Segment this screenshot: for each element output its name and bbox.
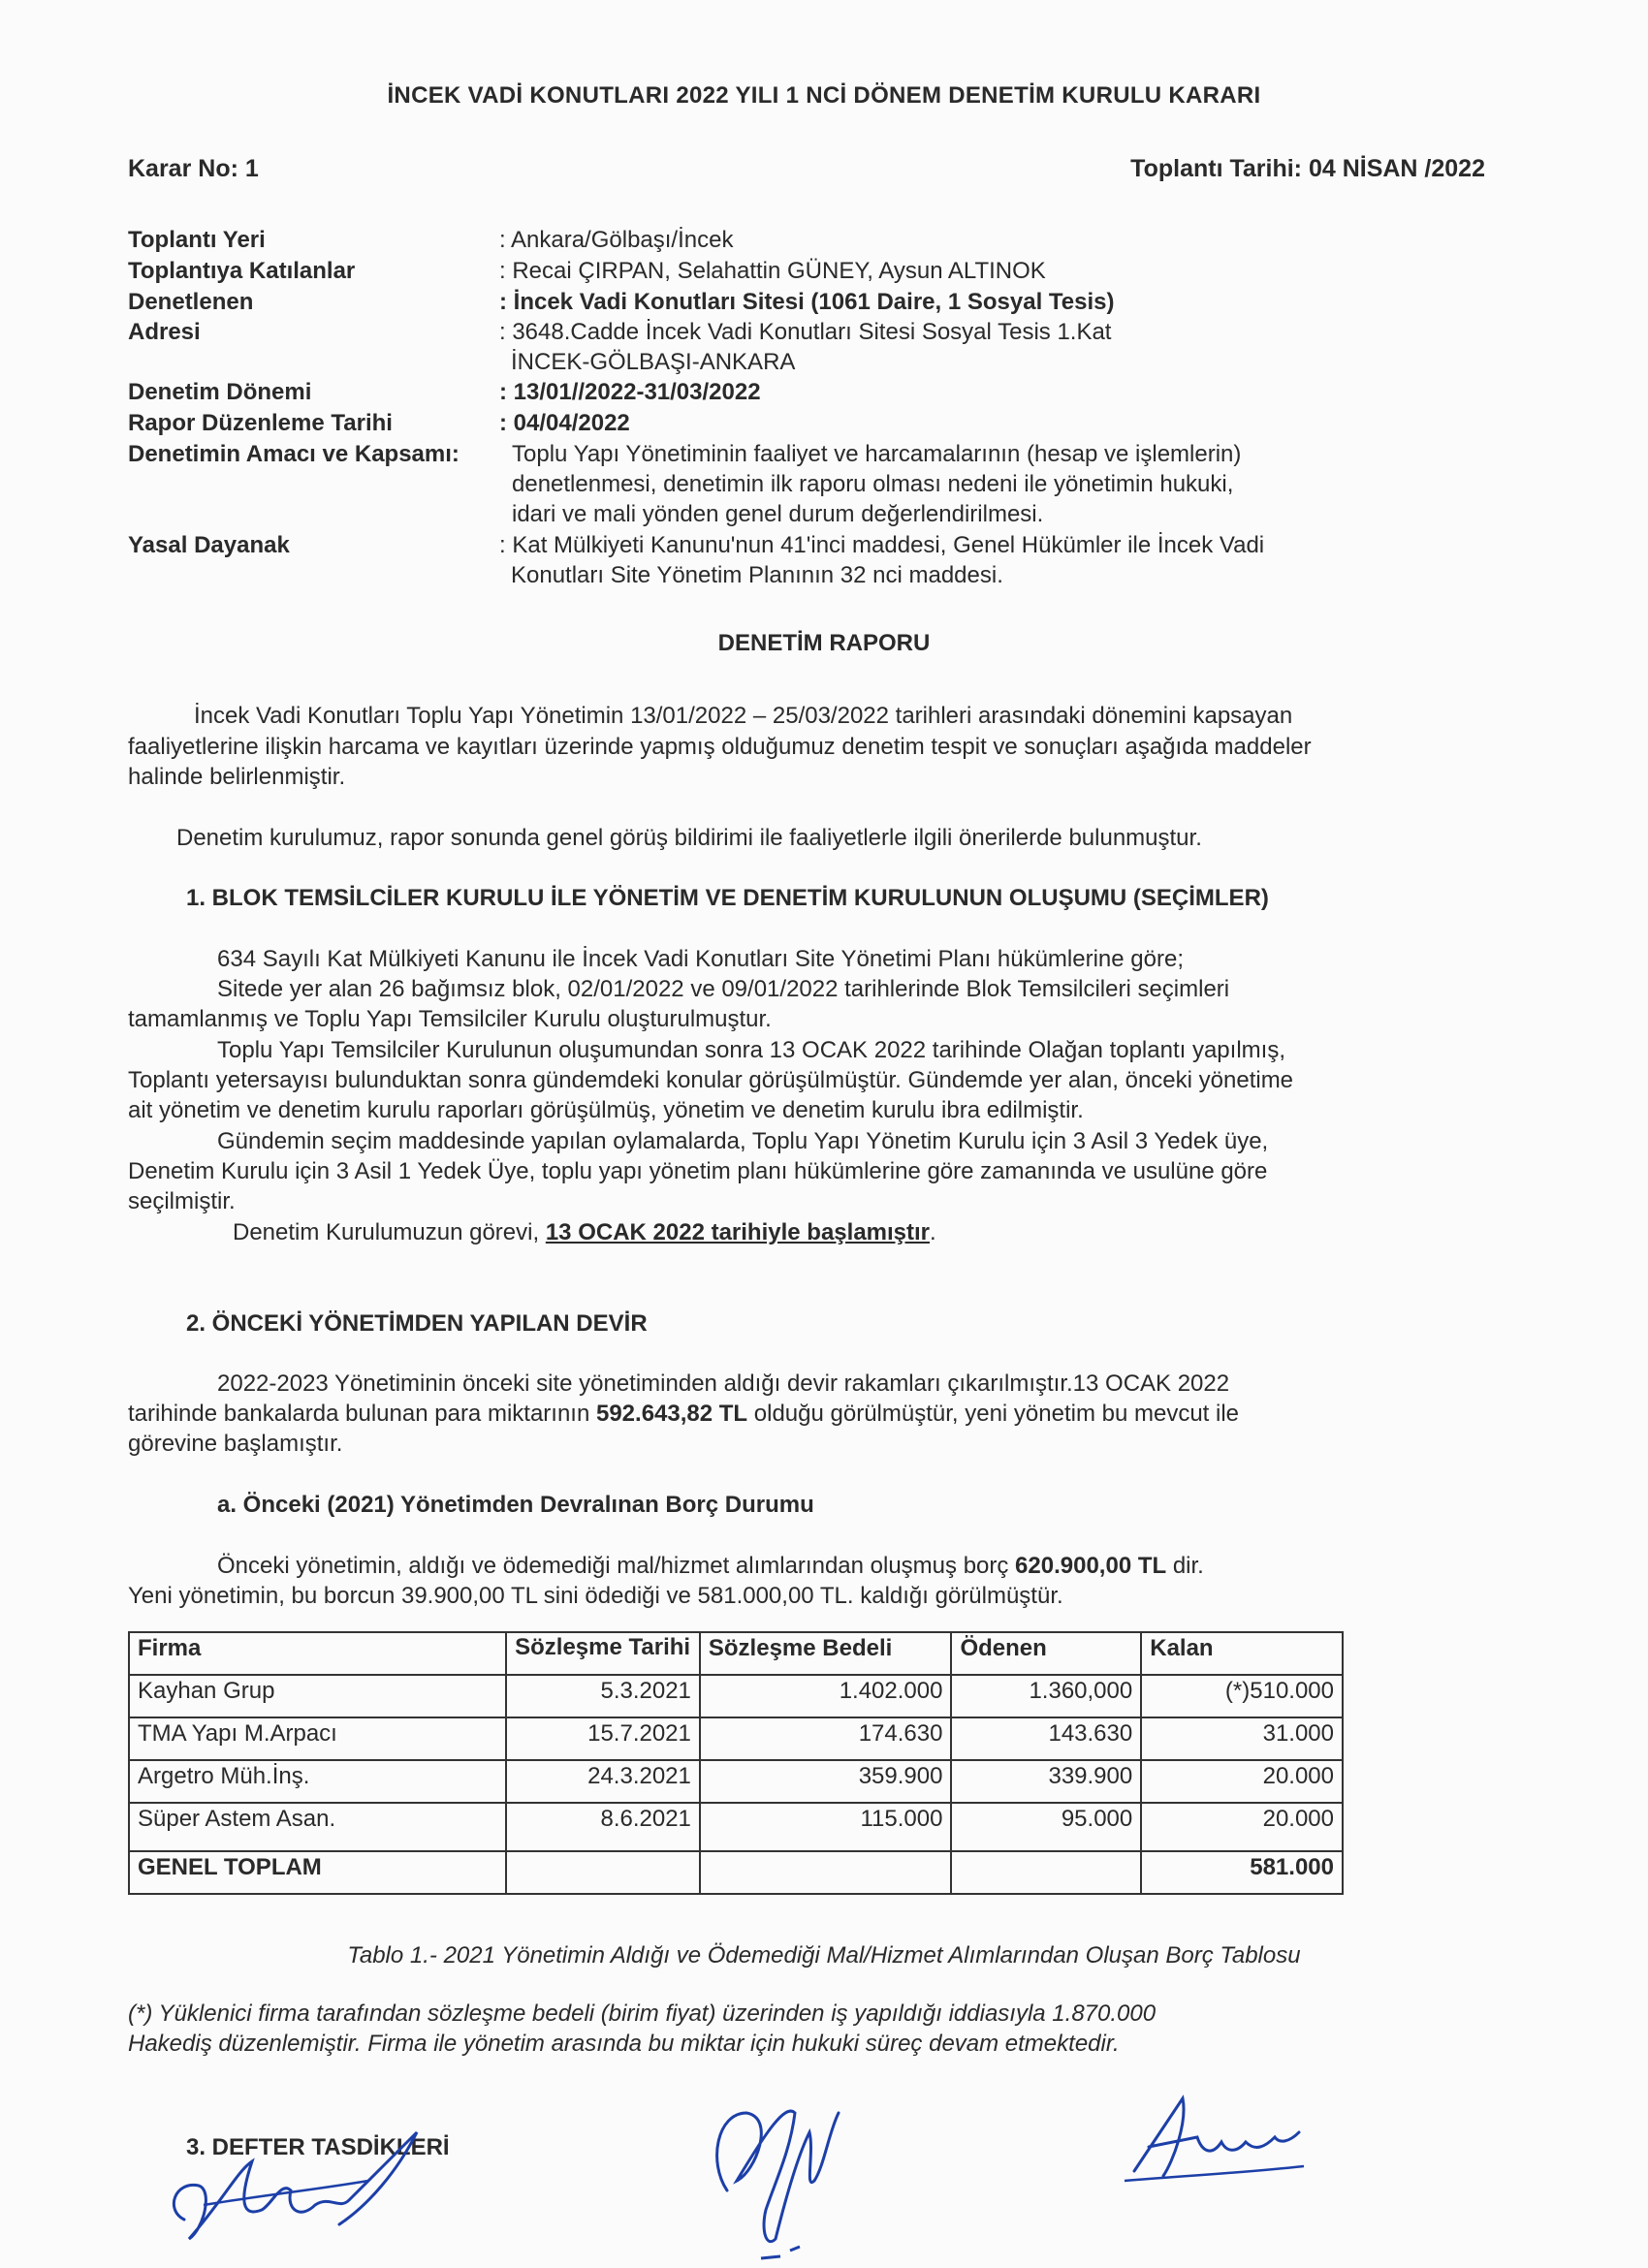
footnote-line: Hakediş düzenlemiştir. Firma ile yönetim arasında bu miktar için hukuki süreç devam etmektedir.: [128, 2031, 1120, 2057]
table-row: [129, 1717, 1343, 1760]
scope-label: Denetimin Amacı ve Kapsamı:: [128, 441, 460, 467]
info-value: : 04/04/2022: [499, 410, 630, 436]
info-label: Denetlenen: [128, 289, 254, 315]
total-value: 581.000: [1141, 1851, 1343, 1894]
header-remaining: Kalan: [1141, 1632, 1343, 1675]
table-caption: Tablo 1.- 2021 Yönetimin Aldığı ve Ödemediği Mal/Hizmet Alımlarından Oluşan Borç Tablosu: [347, 1942, 1301, 1969]
section-1-title: 1. BLOK TEMSİLCİLER KURULU İLE YÖNETİM VE DENETİM KURULUNUN OLUŞUMU (SEÇİMLER): [186, 885, 1269, 911]
text-segment: Önceki yönetimin, aldığı ve ödemediği mal/hizmet alımlarından oluşmuş borç: [217, 1553, 1016, 1579]
cell-date: 24.3.2021: [506, 1760, 700, 1803]
signature-1-icon: [145, 2113, 436, 2258]
cell-date: 5.3.2021: [506, 1675, 700, 1717]
table-row: [129, 1675, 1343, 1717]
info-label: Adresi: [128, 319, 201, 345]
legal-label: Yasal Dayanak: [128, 532, 290, 558]
decision-number: Karar No: 1: [128, 155, 259, 182]
section-1-line: seçilmiştir.: [128, 1188, 236, 1214]
bank-amount: 592.643,82 TL: [595, 1401, 748, 1427]
info-value: : Ankara/Gölbaşı/İncek: [499, 227, 734, 253]
debt-table: [128, 1631, 1344, 1895]
start-date-highlight: 13 OCAK 2022 tarihiyle başlamıştır: [545, 1219, 931, 1245]
info-value: : İncek Vadi Konutları Sitesi (1061 Daire, 1 Sosyal Tesis): [499, 289, 1115, 315]
cell-value: 359.900: [700, 1760, 952, 1803]
text-segment: Denetim Kurulumuzun görevi,: [233, 1219, 546, 1245]
cell-value: 174.630: [700, 1717, 952, 1760]
subsection-a-title: a. Önceki (2021) Yönetimden Devralınan Borç Durumu: [217, 1492, 814, 1518]
subsection-a-line: Yeni yönetimin, bu borcun 39.900,00 TL sini ödediği ve 581.000,00 TL. kaldığı görülmüştür.: [128, 1583, 1063, 1609]
info-value: : Recai ÇIRPAN, Selahattin GÜNEY, Aysun ALTINOK: [499, 258, 1046, 284]
empty-cell: [951, 1851, 1141, 1894]
section-2-line: 2022-2023 Yönetiminin önceki site yönetiminden aldığı devir rakamları çıkarılmıştır.13 OCAK 2022: [217, 1370, 1230, 1397]
section-2-title: 2. ÖNCEKİ YÖNETİMDEN YAPILAN DEVİR: [186, 1310, 648, 1337]
section-1-last-line: [233, 1217, 936, 1247]
signature-2-icon: [669, 2074, 863, 2268]
info-value: İNCEK-GÖLBAŞI-ANKARA: [511, 349, 796, 375]
section-1-line: Sitede yer alan 26 bağımsız blok, 02/01/2022 ve 09/01/2022 tarihlerinde Blok Temsilcileri seçimleri: [217, 976, 1230, 1002]
table-header-row: [129, 1632, 1343, 1675]
section-3-title: 3. DEFTER TASDİKLERİ: [186, 2134, 450, 2160]
text-segment: .: [930, 1219, 936, 1245]
info-value: : 3648.Cadde İncek Vadi Konutları Sitesi Sosyal Tesis 1.Kat: [499, 319, 1112, 345]
cell-remaining: 20.000: [1141, 1803, 1343, 1851]
legal-line: Konutları Site Yönetim Planının 32 nci maddesi.: [511, 562, 1003, 588]
empty-cell: [506, 1851, 700, 1894]
debt-amount: 620.900,00 TL: [1015, 1553, 1167, 1579]
cell-date: 15.7.2021: [506, 1717, 700, 1760]
cell-paid: 1.360,000: [951, 1675, 1141, 1717]
section-2-line: [128, 1399, 1239, 1429]
cell-remaining: 31.000: [1141, 1717, 1343, 1760]
section-1-line: Toplu Yapı Temsilciler Kurulunun oluşumundan sonra 13 OCAK 2022 tarihinde Olağan toplantı yapılmış,: [217, 1037, 1285, 1063]
text-segment: tarihinde bankalarda bulunan para miktarının: [128, 1401, 596, 1427]
cell-remaining: (*)510.000: [1141, 1675, 1343, 1717]
meeting-date: Toplantı Tarihi: 04 NİSAN /2022: [1130, 155, 1485, 182]
table-total-row: [129, 1851, 1343, 1894]
section-1-line: tamamlanmış ve Toplu Yapı Temsilciler Kurulu oluşturulmuştur.: [128, 1006, 772, 1032]
empty-cell: [700, 1851, 952, 1894]
intro-line: faaliyetlerine ilişkin harcama ve kayıtları üzerinde yapmış olduğumuz denetim tespit ve sonuçları aşağıda maddeler: [128, 734, 1312, 760]
signature-3-icon: [1105, 2084, 1318, 2200]
header-contract-value: Sözleşme Bedeli: [700, 1632, 952, 1675]
cell-value: 1.402.000: [700, 1675, 952, 1717]
cell-paid: 143.630: [951, 1717, 1141, 1760]
section-1-line: 634 Sayılı Kat Mülkiyeti Kanunu ile İncek Vadi Konutları Site Yönetimi Planı hükümlerine göre;: [217, 946, 1184, 972]
text-segment: dir.: [1166, 1553, 1204, 1579]
footnote-line: (*) Yüklenici firma tarafından sözleşme bedeli (birim fiyat) üzerinden iş yapıldığı iddiasıyla 1.870.000: [128, 2000, 1157, 2027]
header-contract-date: Sözleşme Tarihi: [506, 1632, 700, 1675]
section-1-line: Gündemin seçim maddesinde yapılan oylamalarda, Toplu Yapı Yönetim Kurulu için 3 Asil 3 Yedek üye,: [217, 1128, 1269, 1154]
scope-line: Toplu Yapı Yönetiminin faaliyet ve harcamalarının (hesap ve işlemlerin): [512, 441, 1242, 467]
info-label: Denetim Dönemi: [128, 379, 312, 405]
cell-date: 8.6.2021: [506, 1803, 700, 1851]
footnote: [128, 1999, 1349, 2059]
cell-value: 115.000: [700, 1803, 952, 1851]
legal-line: : Kat Mülkiyeti Kanunu'nun 41'inci maddesi, Genel Hükümler ile İncek Vadi: [499, 532, 1265, 558]
cell-paid: 339.900: [951, 1760, 1141, 1803]
cell-firm: Kayhan Grup: [129, 1675, 506, 1717]
table-row: [129, 1760, 1343, 1803]
scope-line: idari ve mali yönden genel durum değerlendirilmesi.: [512, 501, 1044, 527]
header-firm: Firma: [129, 1632, 506, 1675]
total-label: GENEL TOPLAM: [129, 1851, 506, 1894]
info-label: Toplantı Yeri: [128, 227, 266, 253]
intro-line: İncek Vadi Konutları Toplu Yapı Yönetimin 13/01/2022 – 25/03/2022 tarihleri arasındaki dönemini kapsayan: [194, 703, 1293, 729]
cell-firm: TMA Yapı M.Arpacı: [129, 1717, 506, 1760]
cell-firm: Süper Astem Asan.: [129, 1803, 506, 1851]
section-1-line: Denetim Kurulu için 3 Asil 1 Yedek Üye, toplu yapı yönetim planı hükümlerine göre zamanında ve usulüne göre: [128, 1158, 1268, 1184]
header-paid: Ödenen: [951, 1632, 1141, 1675]
info-label: Toplantıya Katılanlar: [128, 258, 356, 284]
intro-line-2: Denetim kurulumuz, rapor sonunda genel görüş bildirimi ile faaliyetlerle ilgili önerilerde bulunmuştur.: [176, 825, 1202, 851]
document-title: İNCEK VADİ KONUTLARI 2022 YILI 1 NCİ DÖNEM DENETİM KURULU KARARI: [387, 82, 1261, 109]
section-2-line: görevine başlamıştır.: [128, 1431, 343, 1457]
info-label: Rapor Düzenleme Tarihi: [128, 410, 393, 436]
report-heading: DENETİM RAPORU: [717, 630, 931, 656]
cell-firm: Argetro Müh.İnş.: [129, 1760, 506, 1803]
info-value: : 13/01//2022-31/03/2022: [499, 379, 761, 405]
scope-line: denetlenmesi, denetimin ilk raporu olması nedeni ile yönetimin hukuki,: [512, 471, 1234, 497]
cell-paid: 95.000: [951, 1803, 1141, 1851]
section-1-line: ait yönetim ve denetim kurulu raporları görüşülmüş, yönetim ve denetim kurulu ibra edilmiştir.: [128, 1097, 1084, 1123]
table-row: [129, 1803, 1343, 1851]
section-1-line: Toplantı yetersayısı bulunduktan sonra gündemdeki konular görüşülmüştür. Gündemde yer alan, önceki yönetime: [128, 1067, 1294, 1093]
subsection-a-line: [217, 1551, 1204, 1581]
intro-line: halinde belirlenmiştir.: [128, 764, 346, 790]
text-segment: olduğu görülmüştür, yeni yönetim bu mevcut ile: [747, 1401, 1240, 1427]
cell-remaining: 20.000: [1141, 1760, 1343, 1803]
